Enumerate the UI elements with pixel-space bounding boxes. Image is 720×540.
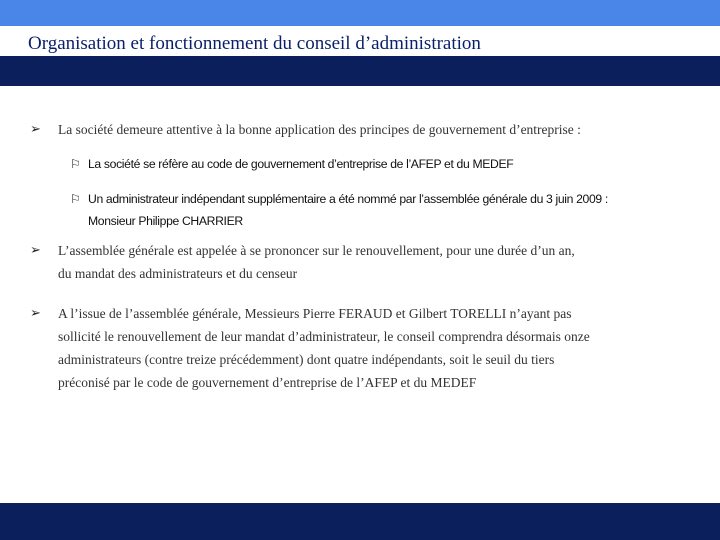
slide-title: Organisation et fonctionnement du conseil d’administration xyxy=(28,33,481,54)
bullet-3-line-4: préconisé par le code de gouvernement d’entreprise de l’AFEP et du MEDEF xyxy=(58,375,477,390)
sub-bullet-1 xyxy=(30,153,700,175)
bullet-2-line-2: du mandat des administrateurs et du censeur xyxy=(58,266,298,281)
sub-bullet-2 xyxy=(30,188,700,232)
header-band xyxy=(0,56,720,86)
sub-bullet-2-line-1: Un administrateur indépendant supplémentaire a été nommé par l’assemblée générale du 3 juin 2009 : xyxy=(88,192,608,206)
arrow-bullet-icon: ➢ xyxy=(30,122,41,137)
bullet-3-line-2: sollicité le renouvellement de leur mandat d’administrateur, le conseil comprendra désormais onze xyxy=(58,329,590,344)
bullet-3 xyxy=(30,302,700,394)
footer-band xyxy=(0,503,720,540)
bullet-1 xyxy=(30,118,700,141)
sub-bullet-1-text: La société se réfère au code de gouvernement d’entreprise de l’AFEP et du MEDEF xyxy=(88,157,514,171)
bullet-3-line-3: administrateurs (contre treize précédemment) dont quatre indépendants, soit le seuil du tiers xyxy=(58,352,555,367)
arrow-bullet-icon: ➢ xyxy=(30,243,41,258)
arrow-bullet-icon: ➢ xyxy=(30,306,41,321)
bullet-2-line-1: L’assemblée générale est appelée à se prononcer sur le renouvellement, pour une durée d’un an, xyxy=(58,243,575,258)
bullet-1-text: La société demeure attentive à la bonne application des principes de gouvernement d’entreprise : xyxy=(58,122,581,137)
bullet-2 xyxy=(30,239,700,285)
flag-bullet-icon: ⚐ xyxy=(70,192,81,206)
header-accent-strip xyxy=(0,0,720,26)
bullet-3-line-1: A l’issue de l’assemblée générale, Messieurs Pierre FERAUD et Gilbert TORELLI n’ayant pas xyxy=(58,306,572,321)
slide-content xyxy=(30,118,700,394)
sub-bullet-2-line-2: Monsieur Philippe CHARRIER xyxy=(88,214,243,228)
flag-bullet-icon: ⚐ xyxy=(70,157,81,171)
